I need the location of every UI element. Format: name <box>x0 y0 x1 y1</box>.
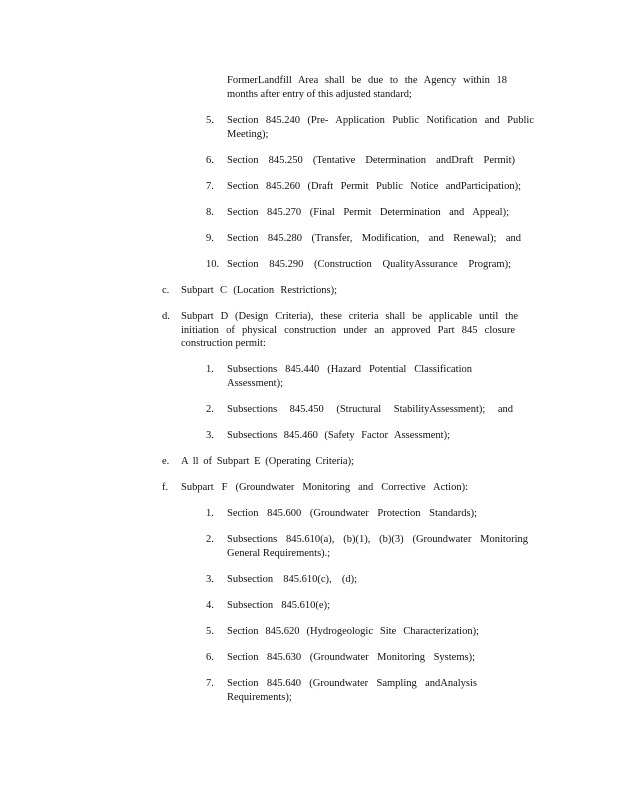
list-number: 7. <box>206 181 214 192</box>
list-item-text-line: Subsections 845.440 (Hazard Potential Classification <box>227 364 472 375</box>
list-item-text-line: Subpart C (Location Restrictions); <box>181 285 337 296</box>
list-item-text-line: Section 845.240 (Pre- Application Public Notification and Public <box>227 115 534 126</box>
list-number: 6. <box>206 652 214 663</box>
list-item-text-line: Section 845.260 (Draft Permit Public Notice andParticipation); <box>227 181 521 192</box>
list-item-text-line: Section 845.640 (Groundwater Sampling andAnalysis <box>227 678 477 689</box>
list-number: 5. <box>206 115 214 126</box>
list-item-text-line: A ll of Subpart E (Operating Criteria); <box>181 456 354 467</box>
list-item-text-line: Section 845.600 (Groundwater Protection Standards); <box>227 508 477 519</box>
list-number: 3. <box>206 574 214 585</box>
list-item-text-line: Section 845.250 (Tentative Determination andDraft Permit) <box>227 155 515 166</box>
list-number: 6. <box>206 155 214 166</box>
list-item-text-line: Subsections 845.460 (Safety Factor Assessment); <box>227 430 450 441</box>
list-letter: e. <box>162 456 170 467</box>
list-number: 1. <box>206 364 214 375</box>
list-number: 10. <box>206 259 220 270</box>
list-item-text-line: construction permit: <box>181 338 266 349</box>
list-item-text-line: Section 845.630 (Groundwater Monitoring Systems); <box>227 652 475 663</box>
list-number: 4. <box>206 600 214 611</box>
list-number: 2. <box>206 404 214 415</box>
list-item-text-line: Section 845.280 (Transfer, Modification, and Renewal); and <box>227 233 521 244</box>
list-item-text-line: Subsection 845.610(e); <box>227 600 330 611</box>
list-item-text-line: Meeting); <box>227 128 269 140</box>
list-number: 2. <box>206 534 214 545</box>
list-item-text-line: Subsections 845.450 (Structural StabilityAssessment); and <box>227 404 513 415</box>
list-item-text-line: initiation of physical construction under an approved Part 845 closure <box>181 324 515 336</box>
list-letter: c. <box>162 285 170 296</box>
continuation-line-1: FormerLandfill Area shall be due to the Agency within 18 <box>227 75 507 86</box>
list-item-text-line: Section 845.270 (Final Permit Determination and Appeal); <box>227 207 509 218</box>
list-item-text-line: Assessment); <box>227 377 283 389</box>
list-item-text-line: Section 845.620 (Hydrogeologic Site Characterization); <box>227 626 479 637</box>
list-item-text-line: General Requirements).; <box>227 547 331 559</box>
continuation-paragraph <box>227 74 507 101</box>
list-item-text-line: Subsection 845.610(c), (d); <box>227 574 357 585</box>
list-letter: f. <box>162 482 169 493</box>
list-item-text-line: Section 845.290 (Construction QualityAssurance Program); <box>227 259 511 270</box>
list-number: 7. <box>206 678 214 689</box>
list-number: 1. <box>206 508 214 519</box>
list-item-text-line: Subpart F (Groundwater Monitoring and Corrective Action): <box>181 482 468 493</box>
list-number: 3. <box>206 430 214 441</box>
list-number: 5. <box>206 626 214 637</box>
list-letter: d. <box>162 311 170 322</box>
continuation-line-2: months after entry of this adjusted standard; <box>227 88 412 100</box>
list-item-text-line: Subpart D (Design Criteria), these criteria shall be applicable until the <box>181 311 518 322</box>
list-number: 9. <box>206 233 214 244</box>
list-item-text-line: Subsections 845.610(a), (b)(1), (b)(3) (Groundwater Monitoring <box>227 534 528 545</box>
list-item-text-line: Requirements); <box>227 691 292 703</box>
list-number: 8. <box>206 207 214 218</box>
